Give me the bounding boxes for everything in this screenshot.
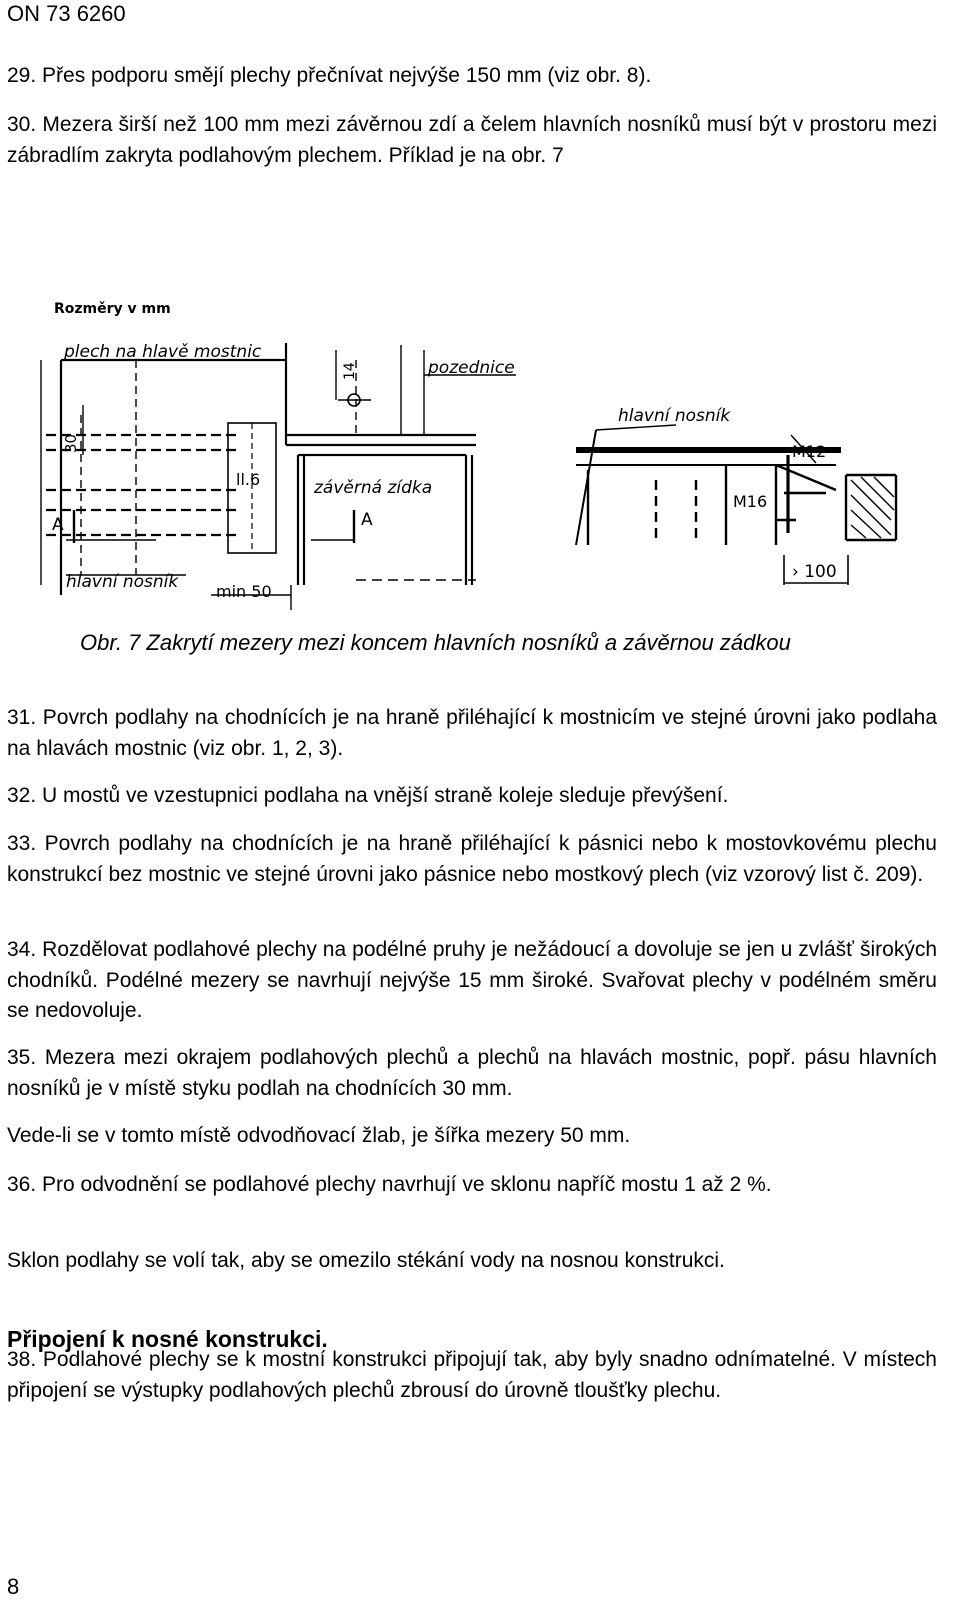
figure-7: [36, 285, 916, 625]
paragraph-36-continued: Sklon podlahy se volí tak, aby se omezilo stékání vody na nosnou konstrukci.: [7, 1249, 725, 1272]
paragraph-34: 34. Rozdělovat podlahové plechy na podélné pruhy je nežádoucí a dovoluje se jen u zvlášť širokých chodníků. Podélné mezery se navrhují nejvýše 15 mm široké. Svařovat plechy v podélném směru se nedovoluje.: [7, 938, 937, 1022]
label-l6: ll.6: [236, 470, 261, 489]
document-code: ON 73 6260: [7, 1, 126, 26]
paragraph-30: 30. Mezera širší než 100 mm mezi závěrnou zdí a čelem hlavních nosníků musí být v prostoru mezi zábradlím zakryta podlahovým plechem. Příklad je na obr. 7: [7, 113, 937, 167]
figure-7-drawing: [36, 285, 916, 625]
paragraph-32: 32. U mostů ve vzestupnici podlaha na vnější straně koleje sleduje převýšení.: [7, 784, 729, 807]
units-note: Rozměry v mm: [54, 301, 171, 317]
label-zaverna-zidka: závěrná zídka: [314, 478, 433, 498]
paragraph-29: 29. Přes podporu smějí plechy přečnívat nejvýše 150 mm (viz obr. 8).: [7, 64, 652, 87]
label-pozednice: pozednice: [428, 358, 515, 378]
paragraph-36: 36. Pro odvodnění se podlahové plechy navrhují ve sklonu napříč mostu 1 až 2 %.: [7, 1173, 772, 1196]
label-hlavni-nosnik-left: hlavní nosník: [66, 572, 179, 592]
label-m12: M12: [792, 442, 827, 461]
paragraph-33: 33. Povrch podlahy na chodnících je na hraně přiléhající k pásnici nebo k mostovkovému plechu konstrukcí bez mostnic ve stejné úrovni jako pásnice nebo mostkový plech (viz vzorový list č. 209).: [7, 832, 937, 886]
figure-caption: Obr. 7 Zakrytí mezery mezi koncem hlavních nosníků a závěrnou zádkou: [80, 630, 791, 655]
paragraph-31: 31. Povrch podlahy na chodnících je na hraně přiléhající k mostnicím ve stejné úrovni jako podlaha na hlavách mostnic (viz obr. 1, 2, 3).: [7, 706, 937, 760]
label-min50: min 50: [216, 582, 272, 601]
label-plech: plech na hlavě mostnic: [64, 342, 262, 362]
label-a-left: A: [52, 515, 64, 535]
paragraph-35: 35. Mezera mezi okrajem podlahových plechů a plechů na hlavách mostnic, popř. pásu hlavních nosníků je v místě styku podlah na chodnících 30 mm.: [7, 1046, 937, 1100]
label-hlavni-nosnik-right: hlavní nosník: [618, 406, 731, 426]
paragraph-35-continued: Vede-li se v tomto místě odvodňovací žlab, je šířka mezery 50 mm.: [7, 1124, 631, 1147]
paragraph-38: 38. Podlahové plechy se k mostní konstrukci připojují tak, aby byly snadno odnímatelné. V místech připojení se výstupky podlahových plechů zbrousí do úrovně tloušťky plechu.: [7, 1348, 937, 1402]
dimension-30: 30: [62, 433, 80, 453]
label-a-right: A: [361, 510, 373, 530]
label-m16: M16: [733, 492, 768, 511]
dimension-gt100: › 100: [792, 562, 837, 582]
dimension-14: 14: [342, 362, 358, 380]
page-number: 8: [7, 1574, 20, 1599]
section-heading: Připojení k nosné konstrukci.: [7, 1326, 328, 1352]
